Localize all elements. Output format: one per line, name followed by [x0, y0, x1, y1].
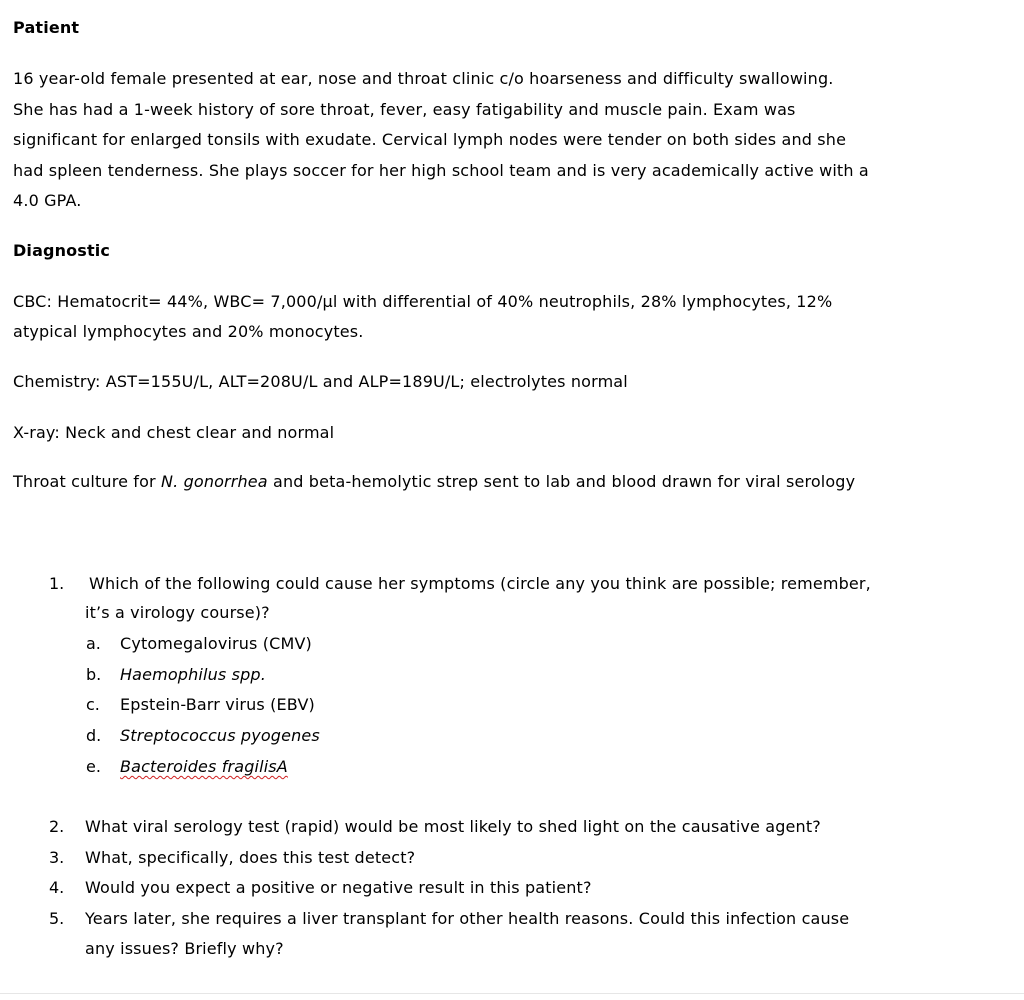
option-letter: d.: [86, 726, 102, 745]
option-letter: c.: [86, 695, 100, 714]
patient-line: She has had a 1-week history of sore throat, fever, easy fatigability and muscle pain. Exam was: [13, 100, 796, 119]
option-text: Epstein-Barr virus (EBV): [120, 695, 315, 714]
cbc-line: atypical lymphocytes and 20% monocytes.: [13, 322, 364, 341]
option-letter: b.: [86, 665, 102, 684]
question-text: What, specifically, does this test detect?: [85, 848, 416, 867]
patient-heading: Patient: [13, 18, 80, 37]
question-number: 2.: [49, 817, 65, 836]
question-text: What viral serology test (rapid) would be most likely to shed light on the causative agent?: [85, 817, 821, 836]
question-number: 4.: [49, 878, 65, 897]
question-number: 1.: [49, 574, 65, 593]
question-number: 3.: [49, 848, 65, 867]
cbc-line: CBC: Hematocrit= 44%, WBC= 7,000/µl with differential of 40% neutrophils, 28% lymphocytes, 12%: [13, 292, 833, 311]
question-text: any issues? Briefly why?: [85, 939, 284, 958]
option-letter: e.: [86, 757, 101, 776]
patient-line: 4.0 GPA.: [13, 191, 82, 210]
culture-text-post: and beta-hemolytic strep sent to lab and blood drawn for viral serology: [267, 472, 856, 491]
question-text: Years later, she requires a liver transplant for other health reasons. Could this infection cause: [85, 909, 850, 928]
option-letter: a.: [86, 634, 101, 653]
page-bottom-rule: [0, 993, 1024, 994]
question-number: 5.: [49, 909, 65, 928]
patient-line: significant for enlarged tonsils with exudate. Cervical lymph nodes were tender on both sides and she: [13, 130, 847, 149]
xray-line: X-ray: Neck and chest clear and normal: [13, 423, 335, 442]
chemistry-line: Chemistry: AST=155U/L, ALT=208U/L and ALP=189U/L; electrolytes normal: [13, 372, 628, 391]
question-text: Which of the following could cause her symptoms (circle any you think are possible; remember,: [89, 574, 871, 593]
culture-text-pre: Throat culture for: [13, 472, 161, 491]
option-text: Cytomegalovirus (CMV): [120, 634, 312, 653]
question-text: Would you expect a positive or negative result in this patient?: [85, 878, 592, 897]
question-text: it’s a virology course)?: [85, 603, 270, 622]
culture-organism: N. gonorrhea: [160, 472, 268, 491]
patient-line: had spleen tenderness. She plays soccer for her high school team and is very academically active with a: [13, 161, 869, 180]
patient-line: 16 year-old female presented at ear, nose and throat clinic c/o hoarseness and difficulty swallowing.: [13, 69, 834, 88]
diagnostic-heading: Diagnostic: [13, 241, 111, 260]
culture-line: [13, 472, 855, 492]
option-text: Haemophilus spp.: [120, 665, 266, 684]
option-text: Bacteroides fragilisA: [120, 757, 288, 776]
option-text: Streptococcus pyogenes: [120, 726, 320, 745]
